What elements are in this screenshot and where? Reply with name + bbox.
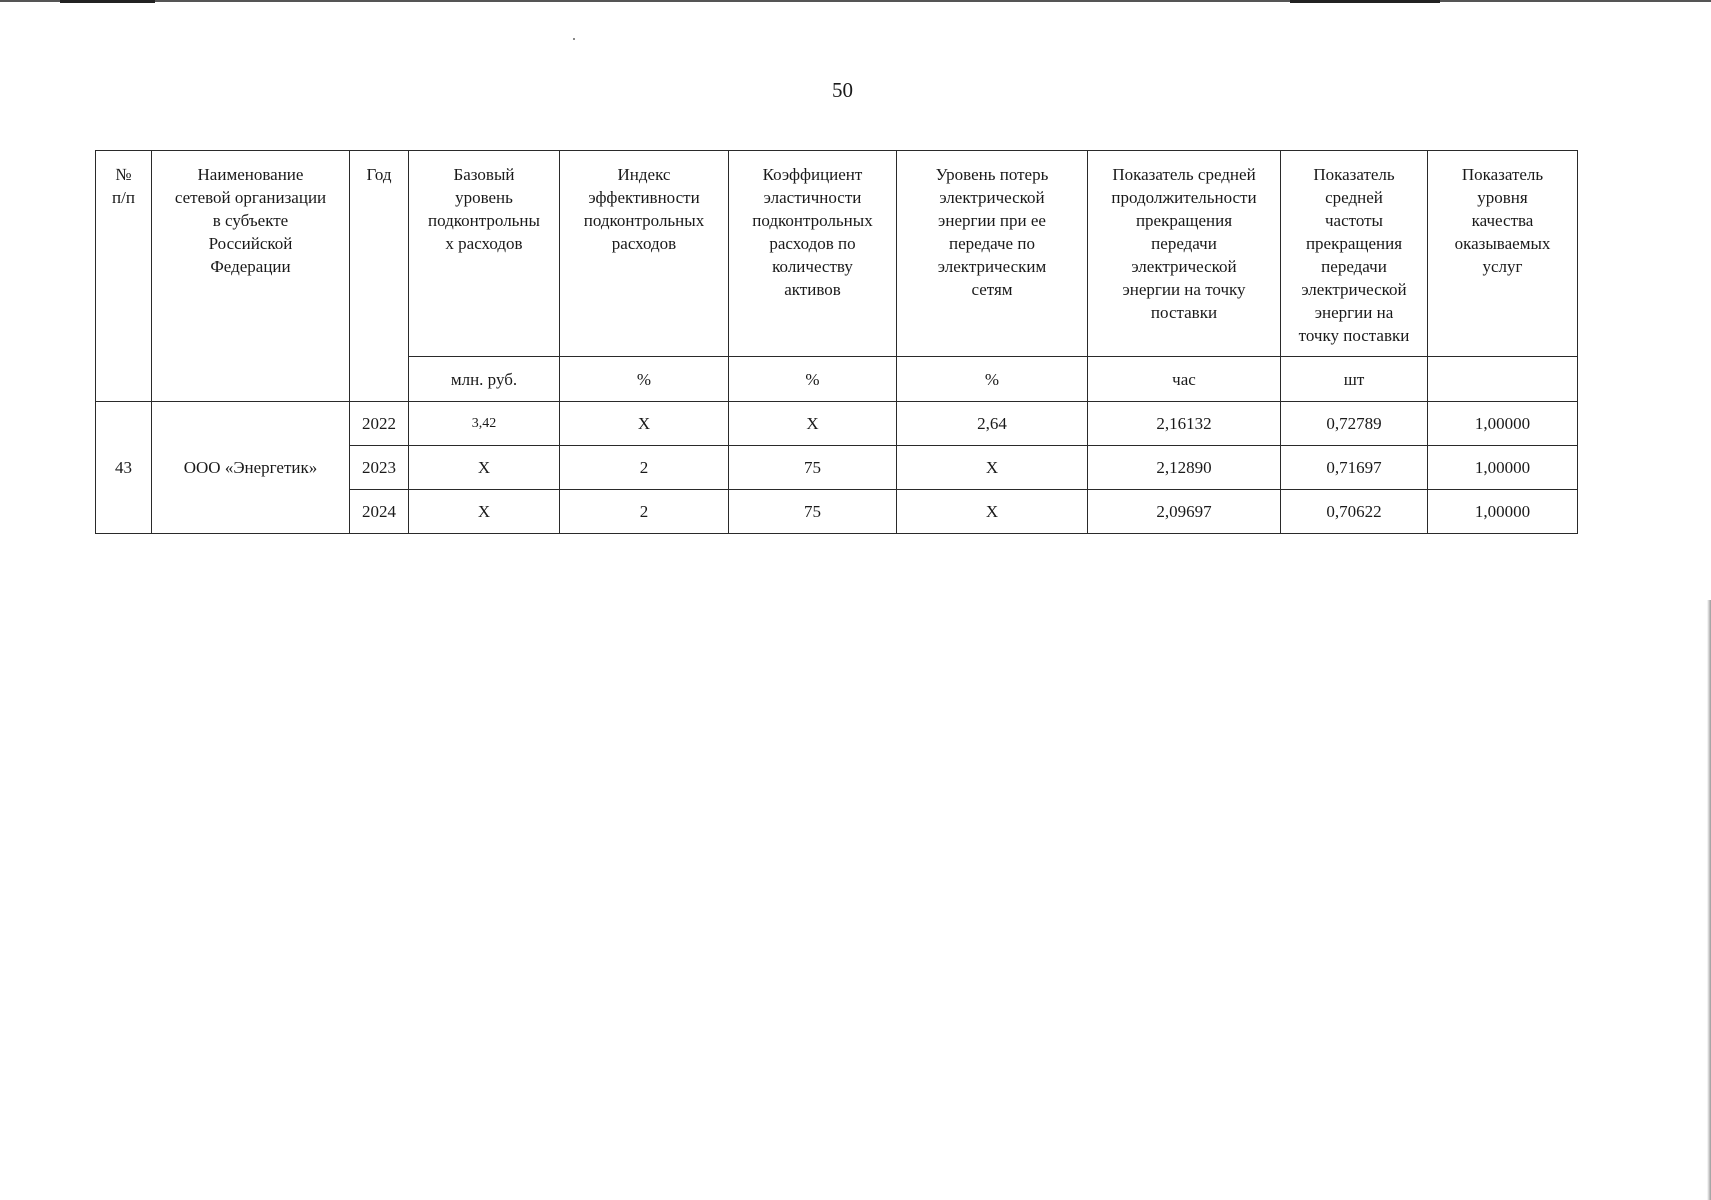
cell-base-level: 3,42	[409, 402, 560, 446]
cell-avg-frequency: 0,70622	[1281, 490, 1428, 534]
cell-efficiency-index: 2	[560, 490, 729, 534]
table-row	[96, 402, 1578, 446]
page-number: 50	[832, 78, 853, 102]
header-base-level: Базовый уровень подконтрольны х расходов	[409, 151, 560, 357]
header-num: № п/п	[96, 151, 152, 402]
cell-avg-duration: 2,16132	[1088, 402, 1281, 446]
header-quality: Показатель уровня качества оказываемых услуг	[1428, 151, 1578, 357]
cell-year: 2024	[350, 490, 409, 534]
header-efficiency-index: Индекс эффективности подконтрольных расходов	[560, 151, 729, 357]
unit-base-level: млн. руб.	[409, 357, 560, 402]
cell-efficiency-index: 2	[560, 446, 729, 490]
cell-year: 2022	[350, 402, 409, 446]
cell-elasticity-coef: 75	[729, 490, 897, 534]
header-elasticity-coef: Коэффициент эластичности подконтрольных расходов по количеству активов	[729, 151, 897, 357]
cell-avg-duration: 2,12890	[1088, 446, 1281, 490]
cell-loss-level: 2,64	[897, 402, 1088, 446]
header-loss-level: Уровень потерь электрической энергии при ее передаче по электрическим сетям	[897, 151, 1088, 357]
top-border-mark-right	[1290, 0, 1440, 3]
cell-quality: 1,00000	[1428, 402, 1578, 446]
cell-base-level: X	[409, 446, 560, 490]
cell-avg-frequency: 0,72789	[1281, 402, 1428, 446]
unit-loss-level: %	[897, 357, 1088, 402]
unit-quality	[1428, 357, 1578, 402]
scan-speck	[573, 38, 575, 40]
cell-year: 2023	[350, 446, 409, 490]
scan-edge-shadow	[1707, 600, 1711, 1200]
cell-quality: 1,00000	[1428, 490, 1578, 534]
header-avg-duration: Показатель средней продолжительности прекращения передачи электрической энергии на точку поставки	[1088, 151, 1281, 357]
cell-elasticity-coef: 75	[729, 446, 897, 490]
cell-avg-duration: 2,09697	[1088, 490, 1281, 534]
unit-efficiency-index: %	[560, 357, 729, 402]
entry-num: 43	[96, 402, 152, 534]
header-org: Наименование сетевой организации в субъекте Российской Федерации	[152, 151, 350, 402]
header-year: Год	[350, 151, 409, 402]
unit-avg-frequency: шт	[1281, 357, 1428, 402]
top-border-mark-left	[60, 0, 155, 3]
cell-efficiency-index: X	[560, 402, 729, 446]
table-header-row	[96, 151, 1578, 357]
indicators-table	[95, 150, 1578, 534]
cell-base-level: X	[409, 490, 560, 534]
cell-quality: 1,00000	[1428, 446, 1578, 490]
unit-avg-duration: час	[1088, 357, 1281, 402]
header-avg-frequency: Показатель средней частоты прекращения передачи электрической энергии на точку поставки	[1281, 151, 1428, 357]
cell-loss-level: X	[897, 446, 1088, 490]
unit-elasticity-coef: %	[729, 357, 897, 402]
cell-elasticity-coef: X	[729, 402, 897, 446]
cell-avg-frequency: 0,71697	[1281, 446, 1428, 490]
top-border-line	[0, 0, 1711, 2]
entry-org: ООО «Энергетик»	[152, 402, 350, 534]
cell-loss-level: X	[897, 490, 1088, 534]
